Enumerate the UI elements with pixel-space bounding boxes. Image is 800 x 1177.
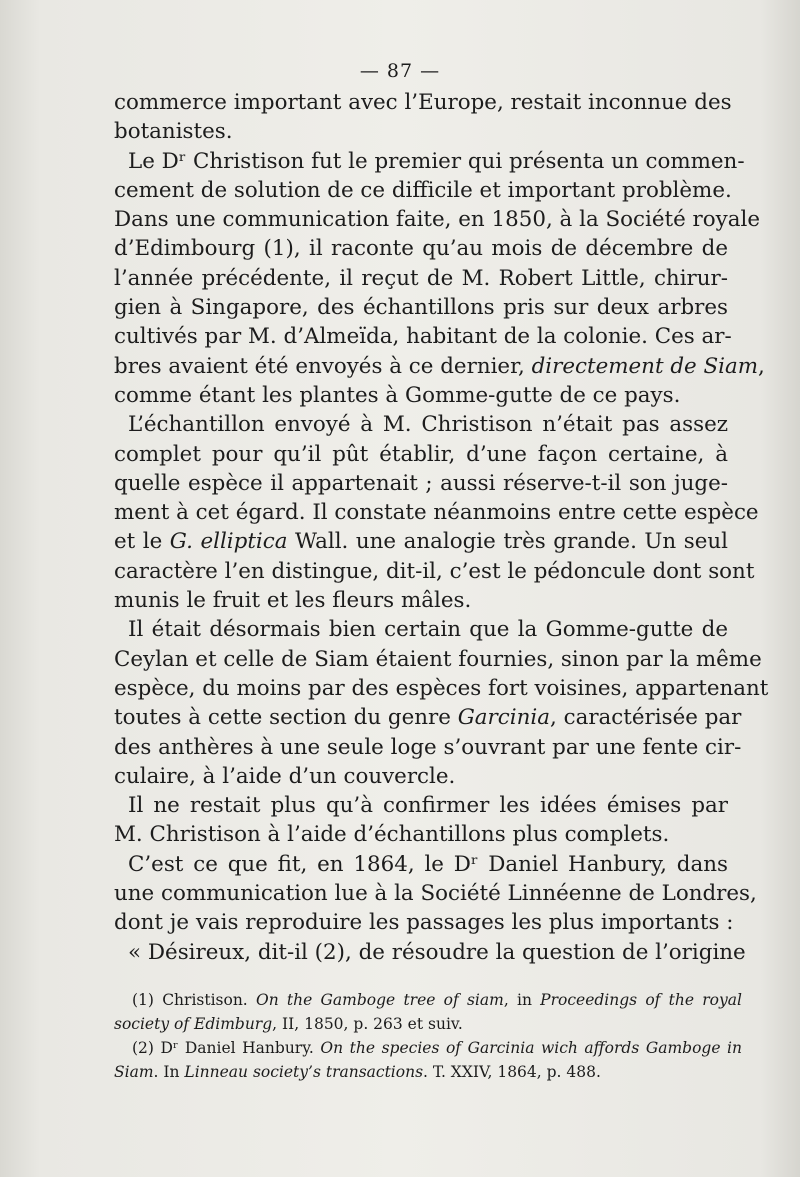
body-line: Ceylan et celle de Siam étaient fournies, sinon par la même xyxy=(114,646,762,672)
body-text xyxy=(114,88,769,967)
footnote-line: (1) Christison. On the Gamboge tree of siam, in Proceedings of the royal xyxy=(132,991,742,1009)
body-line: une communication lue à la Société Linnéenne de Londres, xyxy=(114,881,757,907)
body-line: et le G. elliptica Wall. une analogie très grande. Un seul xyxy=(114,529,728,555)
body-line: cement de solution de ce difficile et important problème. xyxy=(114,177,732,203)
body-line: botanistes. xyxy=(114,119,233,145)
footnote-line: Siam. In Linneau society’s transactions. T. XXIV, 1864, p. 488. xyxy=(114,1063,601,1081)
footnote-line: society of Edimburg, II, 1850, p. 263 et suiv. xyxy=(114,1015,463,1033)
body-line: l’année précédente, il reçut de M. Robert Little, chirur- xyxy=(114,265,728,291)
body-line: cultivés par M. d’Almeïda, habitant de la colonie. Ces ar- xyxy=(114,324,732,350)
body-line: des anthères à une seule loge s’ouvrant par une fente cir- xyxy=(114,734,742,760)
body-line: gien à Singapore, des échantillons pris sur deux arbres xyxy=(114,295,728,321)
body-line: ment à cet égard. Il constate néanmoins entre cette espèce xyxy=(114,500,759,526)
body-line: espèce, du moins par des espèces fort voisines, appartenant xyxy=(114,675,769,701)
body-line: quelle espèce il appartenait ; aussi réserve-t-il son juge- xyxy=(114,470,728,496)
page-number: — 87 — xyxy=(359,60,441,82)
footnote-line: (2) Dʳ Daniel Hanbury. On the species of Garcinia wich affords Gamboge in xyxy=(132,1039,742,1057)
body-line: toutes à cette section du genre Garcinia, caractérisée par xyxy=(114,705,742,731)
body-line: Dans une communication faite, en 1850, à la Société royale xyxy=(114,207,761,233)
body-line: M. Christison à l’aide d’échantillons plus complets. xyxy=(114,822,670,848)
body-line: commerce important avec l’Europe, restait inconnue des xyxy=(114,90,732,115)
body-line: C’est ce que fit, en 1864, le Dʳ Daniel Hanbury, dans xyxy=(128,851,728,877)
body-line: caractère l’en distingue, dit-il, c’est le pédoncule dont sont xyxy=(114,558,755,584)
body-line: « Désireux, dit-il (2), de résoudre la question de l’origine xyxy=(128,939,746,965)
body-line: munis le fruit et les fleurs mâles. xyxy=(114,588,472,614)
body-line: Il était désormais bien certain que la Gomme-gutte de xyxy=(128,617,728,643)
body-line: Le Dʳ Christison fut le premier qui présenta un commen- xyxy=(128,148,745,174)
body-line: culaire, à l’aide d’un couvercle. xyxy=(114,763,456,789)
footnotes xyxy=(114,988,742,1084)
body-line: bres avaient été envoyés à ce dernier, directement de Siam, xyxy=(114,353,765,379)
body-line: Il ne restait plus qu’à confirmer les idées émises par xyxy=(128,793,728,819)
body-line: complet pour qu’il pût établir, d’une façon certaine, à xyxy=(114,441,728,467)
body-line: d’Edimbourg (1), il raconte qu’au mois de décembre de xyxy=(114,236,728,262)
body-line: comme étant les plantes à Gomme-gutte de ce pays. xyxy=(114,382,681,408)
body-line: L’échantillon envoyé à M. Christison n’était pas assez xyxy=(128,412,728,438)
body-line: dont je vais reproduire les passages les plus importants : xyxy=(114,910,734,936)
